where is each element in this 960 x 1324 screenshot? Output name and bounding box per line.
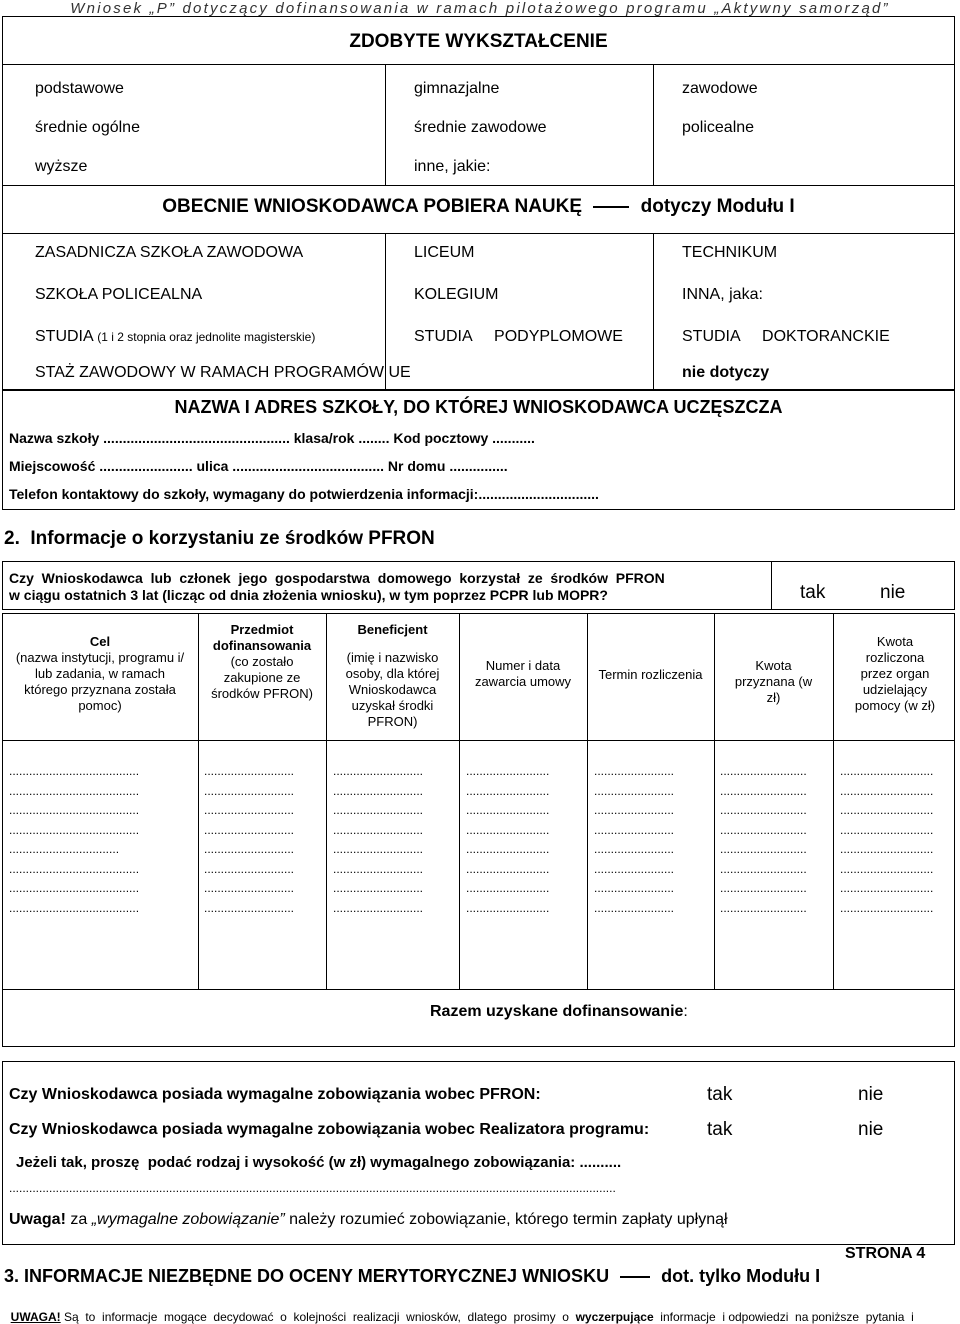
school-option-nie-dotyczy[interactable]: nie dotyczy	[682, 364, 770, 381]
col-header-cel-desc: (nazwa instytucji, programu i/ lub zadania, w ramach którego przyznana została pomoc)	[15, 650, 185, 713]
school-option-zsz[interactable]: ZASADNICZA SZKOŁA ZAWODOWA	[35, 244, 304, 261]
document-header: Wniosek „P” dotyczący dofinansowania w ramach pilotażowego programu „Aktywny samorząd”	[70, 0, 890, 17]
school-option-staz[interactable]: STAŻ ZAWODOWY W RAMACH PROGRAMÓW UE	[35, 364, 411, 381]
edu-option-srednie-ogolne[interactable]: średnie ogólne	[35, 119, 140, 136]
col-header-przedmiot	[202, 622, 322, 702]
school-title-main: OBECNIE WNIOSKODAWCA POBIERA NAUKĘ	[162, 196, 583, 217]
school-option-doktoranckie[interactable]: STUDIA DOKTORANCKIE	[682, 328, 890, 345]
col-beneficjent-entries[interactable]: ........................... ........................... ........................... ........................... ........................... ........................... ........................... ...........................	[333, 764, 424, 915]
section-3-suffix: dot. tylko Modułu I	[661, 1266, 821, 1286]
section-3-title	[4, 1266, 820, 1287]
school-option-inna[interactable]: INNA, jaka:	[682, 286, 763, 303]
col-header-kwota-przyznana: Kwota przyznana (w zł)	[734, 658, 813, 705]
obligation-realizator-nie[interactable]: nie	[858, 1119, 884, 1140]
razem-text: Razem uzyskane dofinansowanie	[430, 1003, 684, 1020]
col-kwota-przyznana-entries[interactable]: .......................... .......................... .......................... .......................... .......................... .......................... .......................... ..........................	[720, 764, 807, 915]
col-header-termin: Termin rozliczenia	[598, 667, 703, 682]
school-name-line[interactable]: Nazwa szkoły ................................................ klasa/rok ........ Kod pocztowy ...........	[9, 430, 535, 446]
school-option-kolegium[interactable]: KOLEGIUM	[414, 286, 499, 303]
col-numer-entries[interactable]: ......................... ......................... ......................... ......................... ......................... ......................... ......................... .........................	[466, 764, 550, 915]
school-phone-line[interactable]: Telefon kontaktowy do szkoły, wymagany do potwierdzenia informacji:...............................	[9, 486, 599, 502]
school-address-title: NAZWA I ADRES SZKOŁY, DO KTÓREJ WNIOSKODAWCA UCZĘSZCZA	[174, 397, 783, 417]
col-header-kwota-rozliczona: Kwota rozliczona przez organ udzielający pomocy (w zł)	[854, 634, 936, 713]
edu-option-policealne[interactable]: policealne	[682, 119, 755, 136]
school-option-policealna[interactable]: SZKOŁA POLICEALNA	[35, 286, 203, 303]
uwaga-rest: należy rozumieć zobowiązanie, którego termin zapłaty upłynął	[284, 1211, 728, 1228]
edu-option-gimnazjalne[interactable]: gimnazjalne	[414, 80, 500, 97]
col-header-beneficjent-title: Beneficjent	[357, 622, 428, 637]
school-option-liceum[interactable]: LICEUM	[414, 244, 475, 261]
razem-colon: :	[683, 1003, 688, 1020]
obligation-details-dots[interactable]: ......................................................................................................................................................................................	[9, 1181, 616, 1195]
note-text2: informacje i odpowiedzi na poniższe pytania i	[653, 1310, 914, 1324]
section-3-note	[4, 1296, 914, 1324]
studia-note: (1 i 2 stopnia oraz jednolite magisterskie)	[97, 330, 316, 344]
school-title-suffix: dotyczy Modułu I	[640, 196, 795, 217]
razem-label	[430, 1003, 688, 1021]
school-option-podyplomowe[interactable]: STUDIA PODYPLOMOWE	[414, 328, 623, 345]
pfron-question-line1: Czy Wnioskodawca lub członek jego gospodarstwa domowego korzystał ze środków PFRON	[9, 570, 665, 586]
col-przedmiot-entries[interactable]: ........................... ........................... ........................... ........................... ........................... ........................... ........................... ...........................	[204, 764, 295, 915]
section-2-title: 2. Informacje o korzystaniu ze środków PFRON	[4, 528, 435, 549]
uwaga-term: „wymagalne zobowiązanie”	[91, 1211, 285, 1228]
edu-option-podstawowe[interactable]: podstawowe	[35, 80, 124, 97]
col-kwota-rozliczona-entries[interactable]: ............................ ............................ ............................ ............................ ............................ ............................ ............................ ............................	[840, 764, 934, 915]
obligation-pfron-nie[interactable]: nie	[858, 1084, 884, 1105]
col-header-beneficjent-desc: (imię i nazwisko osoby, dla której Wnioskodawca uzyskał środki PFRON)	[345, 650, 440, 729]
pfron-answer-tak[interactable]: tak	[800, 582, 826, 603]
pfron-question-line2: w ciągu ostatnich 3 lat (licząc od dnia złożenia wniosku), w tym poprzez PCPR lub MOPR?	[9, 587, 608, 603]
school-option-studia[interactable]	[35, 328, 315, 346]
col-header-cel-title: Cel	[89, 634, 111, 649]
col-header-przedmiot-desc: (co zostało zakupione ze środków PFRON)	[211, 654, 313, 701]
note-text: Są to informacje mogące decydować o kolejności realizacji wniosków, dlatego prosimy o	[60, 1310, 576, 1324]
page-number: STRONA 4	[845, 1245, 926, 1262]
col-header-beneficjent	[330, 622, 455, 730]
col-header-cel	[6, 634, 194, 714]
school-city-line[interactable]: Miejscowość ........................ ulica ....................................... Nr domu ...............	[9, 458, 508, 474]
obligation-realizator-tak[interactable]: tak	[707, 1119, 733, 1140]
dash	[593, 206, 629, 208]
uwaga-note	[9, 1211, 728, 1229]
edu-option-wyzsze[interactable]: wyższe	[35, 158, 88, 175]
school-title	[2, 196, 955, 218]
col-termin-entries[interactable]: ........................ ........................ ........................ ........................ ........................ ........................ ........................ ........................	[594, 764, 675, 915]
uwaga-label: Uwaga!	[9, 1211, 66, 1228]
section-3-main: 3. INFORMACJE NIEZBĘDNE DO OCENY MERYTORYCZNEJ WNIOSKU	[4, 1266, 610, 1286]
dash	[620, 1276, 650, 1278]
obligation-details-question[interactable]: Jeżeli tak, proszę podać rodzaj i wysokość (w zł) wymagalnego zobowiązania: ..........	[16, 1154, 622, 1171]
obligation-pfron-tak[interactable]: tak	[707, 1084, 733, 1105]
school-option-technikum[interactable]: TECHNIKUM	[682, 244, 778, 261]
obligation-pfron-question: Czy Wnioskodawca posiada wymagalne zobowiązania wobec PFRON:	[9, 1086, 541, 1103]
uwaga-mid: za	[65, 1211, 92, 1228]
edu-option-srednie-zawodowe[interactable]: średnie zawodowe	[414, 119, 547, 136]
obligation-realizator-question: Czy Wnioskodawca posiada wymagalne zobowiązania wobec Realizatora programu:	[9, 1121, 650, 1138]
education-title: ZDOBYTE WYKSZTAŁCENIE	[349, 31, 608, 52]
note-bold: wyczerpujące	[575, 1310, 654, 1324]
studia-label: STUDIA	[35, 328, 93, 345]
col-header-numer: Numer i data zawarcia umowy	[474, 658, 572, 689]
col-header-przedmiot-title: Przedmiot dofinansowania	[212, 622, 312, 653]
col-cel-entries[interactable]: ....................................... ....................................... ....................................... ....................................... ................................. ....................................... ....................................... .......................................	[9, 764, 140, 915]
edu-option-zawodowe[interactable]: zawodowe	[682, 80, 758, 97]
edu-option-inne[interactable]: inne, jakie:	[414, 158, 491, 175]
note-label: UWAGA!	[10, 1310, 61, 1324]
pfron-answer-nie[interactable]: nie	[880, 582, 906, 603]
